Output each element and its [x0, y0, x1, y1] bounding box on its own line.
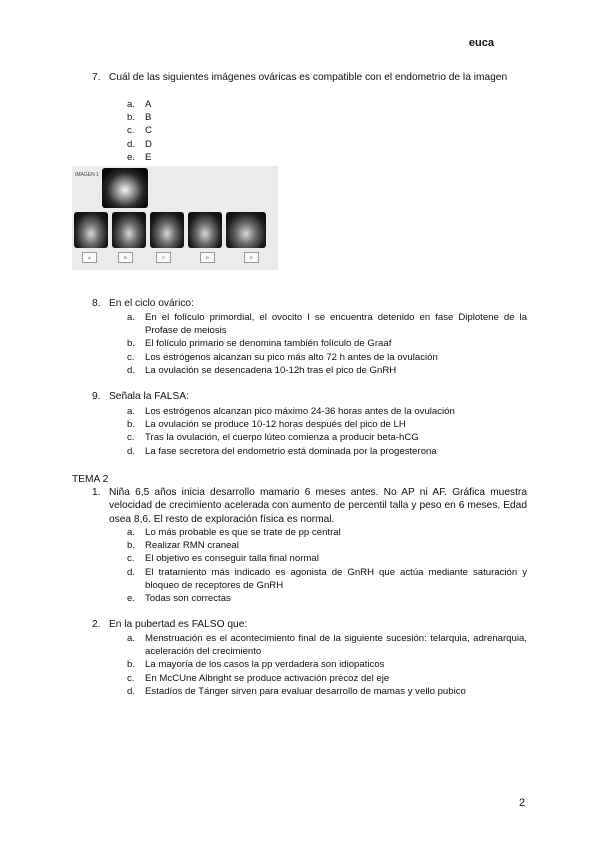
option-text: La fase secretora del endometrio está dominada por la progesterona: [145, 445, 437, 457]
option: [127, 431, 527, 444]
option: [127, 526, 527, 539]
option: [127, 98, 527, 111]
option-text: Lo más probable es que se trate de pp central: [145, 527, 341, 538]
image-label: D: [200, 252, 215, 263]
question-text: En el ciclo ovárico:: [109, 298, 194, 309]
option: [127, 552, 527, 565]
option: [127, 337, 527, 350]
option-letter: d.: [127, 685, 136, 697]
option-letter: c.: [127, 553, 135, 565]
ultrasound-image-a: [74, 212, 108, 248]
option: [127, 592, 527, 605]
question-number: 8.: [92, 298, 101, 309]
option-letter: d.: [127, 138, 136, 150]
option-text: Estadíos de Tánger sirven para evaluar desarrollo de mamas y vello pubico: [145, 685, 466, 697]
option-letter: b.: [127, 540, 136, 552]
option: [127, 364, 527, 377]
option-letter: a.: [127, 633, 136, 644]
option: [127, 351, 527, 364]
option-text: B: [145, 112, 152, 124]
option-letter: a.: [127, 312, 136, 323]
image-label: C: [156, 252, 171, 263]
option-text: En McCUne Albright se produce activación precoz del eje: [145, 672, 390, 684]
question-number: 1.: [92, 487, 101, 498]
option-letter: d.: [127, 566, 136, 578]
option-letter: d.: [127, 364, 136, 376]
option-text: El objetivo es conseguir talla final normal: [145, 553, 319, 565]
endometrium-ultrasound-image: [102, 168, 148, 208]
q9-options: [127, 405, 527, 458]
question-number: 9.: [92, 391, 101, 402]
question-text: Señala la FALSA:: [109, 391, 189, 402]
option-text: La ovulación se produce 10-12 horas después del pico de LH: [145, 419, 406, 431]
option: [127, 566, 527, 592]
option-text: D: [145, 138, 152, 150]
option-text: A: [145, 99, 152, 110]
question-text: En la pubertad es FALSO que:: [109, 619, 248, 630]
q8-options: [127, 311, 527, 377]
image-label: A: [82, 252, 97, 263]
option: [127, 418, 527, 431]
option-text: El folículo primario se denomina también folículo de Graaf: [145, 338, 392, 350]
option-letter: a.: [127, 527, 136, 538]
option-text: E: [145, 151, 152, 163]
option: [127, 124, 527, 137]
option: [127, 672, 527, 685]
option: [127, 632, 527, 658]
section-title: TEMA 2: [72, 474, 109, 485]
option-text: Tras la ovulación, el cuerpo lúteo comienza a producir beta-hCG: [145, 432, 419, 444]
figure-caption: IMAGEN 1: [75, 172, 99, 178]
q7-options: [127, 98, 527, 164]
option-letter: a.: [127, 406, 136, 417]
option-letter: c.: [127, 351, 135, 363]
option-text: Los estrógenos alcanzan su pico más alto 72 h antes de la ovulación: [145, 351, 438, 363]
t2q1-options: [127, 526, 527, 605]
option-text: Todas son correctas: [145, 593, 231, 605]
option-text: El tratamiento más indicado es agonista de GnRH que actúa mediante saturación y bloqueo de receptores de GnRH: [145, 566, 527, 591]
option: [127, 445, 527, 458]
option-text: La ovulación se desencadena 10-12h tras el pico de GnRH: [145, 364, 397, 376]
option-letter: a.: [127, 99, 136, 110]
ultrasound-image-e: [226, 212, 266, 248]
option-letter: e.: [127, 593, 136, 605]
option-letter: c.: [127, 125, 135, 137]
option-letter: b.: [127, 419, 136, 431]
option: [127, 311, 527, 337]
question-text: Cuál de las siguientes imágenes ováricas es compatible con el endometrio de la imagen: [109, 72, 508, 83]
option-text: Los estrógenos alcanzan pico máximo 24-36 horas antes de la ovulación: [145, 406, 455, 417]
ultrasound-figure: [72, 166, 278, 270]
option-letter: d.: [127, 445, 136, 457]
question-number: 7.: [92, 72, 101, 83]
ultrasound-image-d: [188, 212, 222, 248]
image-label: E: [244, 252, 259, 263]
option: [127, 685, 527, 698]
option-letter: b.: [127, 659, 136, 671]
option-text: Menstruación es el acontecimiento final de la siguiente sucesión: telarquia, adrenarquia, aceleración del crecimiento: [145, 633, 527, 658]
option-letter: b.: [127, 338, 136, 350]
page-number: 2: [519, 797, 526, 809]
option: [127, 138, 527, 151]
option-text: En el folículo primordial, el ovocito I se encuentra detenido en fase Diplotene de la Profase de meiosis: [145, 312, 527, 337]
t2q2-options: [127, 632, 527, 698]
option-letter: c.: [127, 672, 135, 684]
image-label: B: [118, 252, 133, 263]
option: [127, 151, 527, 164]
option: [127, 111, 527, 124]
header-brand: euca: [468, 37, 494, 49]
ultrasound-image-b: [112, 212, 146, 248]
option: [127, 405, 527, 418]
question-number: 2.: [92, 619, 101, 630]
option-text: La mayoría de los casos la pp verdadera son idiopaticos: [145, 659, 385, 671]
option: [127, 539, 527, 552]
option-letter: b.: [127, 112, 136, 124]
option-text: C: [145, 125, 152, 137]
option-text: Realizar RMN craneal: [145, 540, 239, 552]
option: [127, 658, 527, 671]
option-letter: c.: [127, 432, 135, 444]
ultrasound-image-c: [150, 212, 184, 248]
option-letter: e.: [127, 151, 136, 163]
question-text: Niña 6,5 años inicia desarrollo mamario 6 meses antes. No AP ni AF. Gráfica muestra velocidad de crecimiento acelerada con aumento de percentil talla y peso en 6 meses. Edad osea 8,6. El resto de exploración física es normal.: [109, 487, 527, 525]
